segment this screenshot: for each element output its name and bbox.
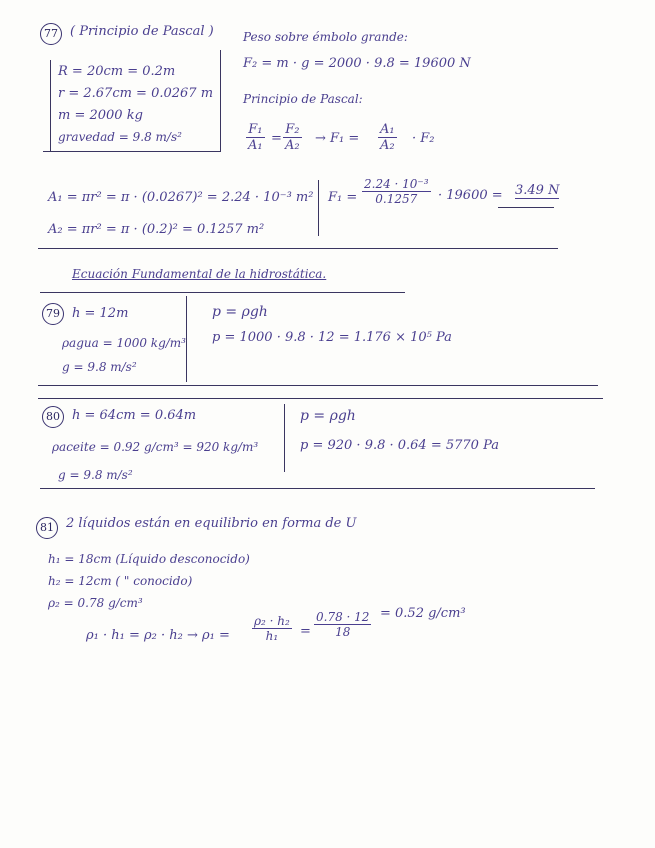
given-rho-79: ρagua = 1000 kg/m³ — [62, 336, 186, 350]
separator-5 — [40, 488, 595, 489]
a1-equation: A₁ = πr² = π · (0.0267)² = 2.24 · 10⁻³ m² — [48, 190, 314, 205]
divider-79 — [186, 296, 187, 382]
data-underline-77 — [43, 151, 221, 152]
fraction-numerator: F₂ — [283, 122, 302, 138]
fraction-numerator: A₁ — [380, 122, 395, 137]
fraction-values — [314, 610, 371, 639]
fraction-area-ratio — [362, 177, 431, 206]
f1-label: F₁ = — [328, 190, 358, 205]
problem-number-77: 77 — [40, 23, 62, 45]
given-h1: h₁ = 18cm (Líquido desconocido) — [48, 552, 250, 566]
fraction-numerator: 2.24 · 10⁻³ — [364, 177, 429, 191]
weight-label: Peso sobre émbolo grande: — [243, 30, 408, 44]
fraction-denominator: A₂ — [380, 138, 395, 153]
separator-1 — [38, 248, 558, 249]
given-g-80: g = 9.8 m/s² — [58, 468, 133, 482]
given-g-79: g = 9.8 m/s² — [62, 360, 137, 374]
fraction-denominator: 0.1257 — [375, 192, 418, 206]
given-rho-80: ρaceite = 0.92 g/cm³ = 920 kg/m³ — [52, 440, 259, 454]
problem-81-title: 2 líquidos están en equilibrio en forma de U — [66, 516, 357, 531]
divider-80 — [284, 404, 285, 472]
given-h-79: h = 12m — [72, 306, 129, 321]
problem-number-79: 79 — [42, 303, 64, 325]
given-h2: h₂ = 12cm ( " conocido) — [48, 574, 193, 588]
fraction-denominator: A₁ — [248, 138, 263, 153]
calc-80: p = 920 · 9.8 · 0.64 = 5770 Pa — [300, 438, 499, 453]
equals-sign: = — [300, 624, 311, 639]
calc-brace — [318, 180, 319, 236]
fraction-rho1 — [252, 614, 292, 643]
a2-equation: A₂ = πr² = π · (0.2)² = 0.1257 m² — [48, 222, 265, 237]
fraction-a1-a2 — [378, 122, 397, 153]
f1-result: 3.49 N — [515, 183, 560, 198]
problem-number-81: 81 — [36, 517, 58, 539]
equilibrium-equation: ρ₁ · h₁ = ρ₂ · h₂ → ρ₁ = — [86, 628, 230, 643]
result-underline — [498, 207, 554, 208]
section-title: Ecuación Fundamental de la hidrostática. — [72, 267, 327, 281]
fraction-denominator: 18 — [335, 625, 351, 639]
fraction-numerator: 0.78 · 12 — [316, 610, 370, 624]
problem-number-80: 80 — [42, 406, 64, 428]
f2-equation: F₂ = m · g = 2000 · 9.8 = 19600 N — [243, 56, 471, 71]
result-81: = 0.52 g/cm³ — [380, 606, 466, 621]
fraction-f2-a2 — [283, 122, 302, 153]
times-f2: · F₂ — [412, 131, 435, 146]
separator-2 — [40, 292, 405, 293]
fraction-denominator: h₁ — [265, 629, 279, 643]
equals-sign: = — [271, 131, 282, 146]
fraction-numerator: ρ₂ · h₂ — [254, 614, 290, 628]
fraction-denominator: A₂ — [285, 138, 300, 153]
arrow-f1: → F₁ = — [315, 131, 360, 146]
given-mass: m = 2000 kg — [58, 108, 143, 123]
data-bracket-77 — [50, 60, 51, 152]
pascal-label: Principio de Pascal: — [243, 92, 363, 106]
separator-3 — [38, 385, 598, 386]
formula-79: p = ρgh — [212, 304, 268, 320]
fraction-numerator: F₁ — [246, 122, 265, 138]
separator-4 — [38, 398, 603, 399]
f1-tail: · 19600 = — [438, 188, 503, 203]
given-r: r = 2.67cm = 0.0267 m — [58, 86, 214, 101]
problem-77-title: ( Principio de Pascal ) — [70, 24, 214, 39]
given-rho2: ρ₂ = 0.78 g/cm³ — [48, 596, 143, 610]
given-h-80: h = 64cm = 0.64m — [72, 408, 197, 423]
fraction-f1-a1 — [246, 122, 265, 153]
formula-80: p = ρgh — [300, 408, 356, 424]
given-R: R = 20cm = 0.2m — [58, 64, 176, 79]
data-divider-77 — [220, 50, 221, 152]
calc-79: p = 1000 · 9.8 · 12 = 1.176 × 10⁵ Pa — [212, 330, 452, 345]
given-gravity: gravedad = 9.8 m/s² — [58, 130, 182, 144]
